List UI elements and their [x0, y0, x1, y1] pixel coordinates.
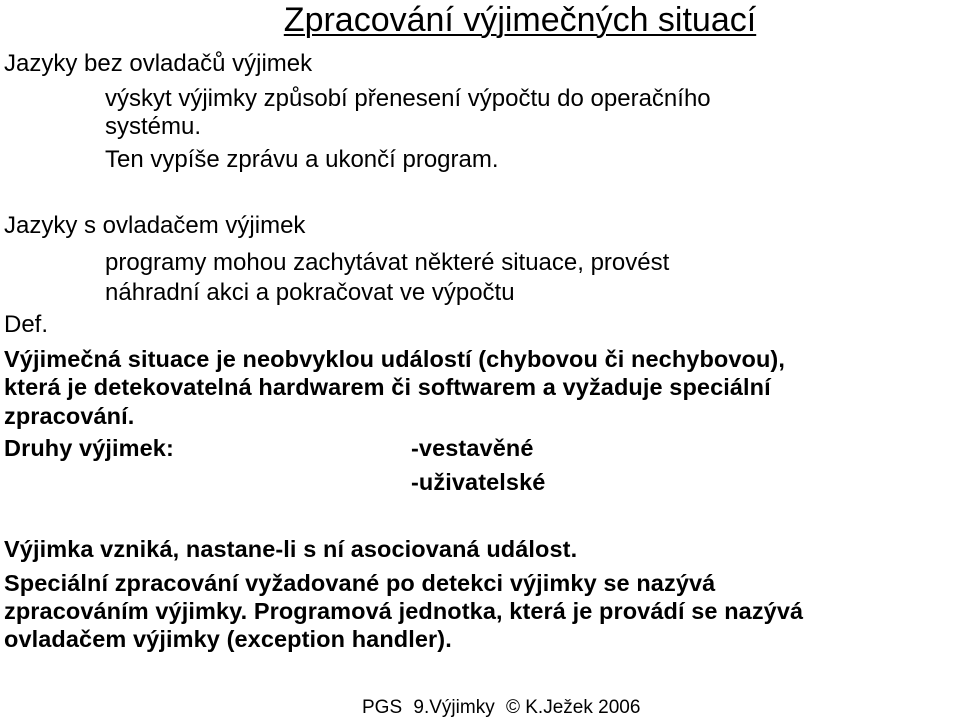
definition-line: která je detekovatelná hardwarem či softwarem a vyžaduje speciální [4, 374, 771, 400]
slide-title: Zpracování výjimečných situací [283, 1, 757, 39]
paragraph-line: ovladačem výjimky (exception handler). [4, 626, 452, 652]
footer-copyright: © K.Ježek 2006 [505, 697, 641, 718]
definition-line: Výjimečná situace je neobvyklou událostí (chybovou či nechybovou), [4, 346, 785, 372]
exception-type-item: -vestavěné [411, 435, 534, 461]
paragraph-line: zpracováním výjimky. Programová jednotka, která je provádí se nazývá [4, 598, 804, 624]
section-line: systému. [105, 113, 202, 140]
paragraph-line: Výjimka vzniká, nastane-li s ní asociovaná událost. [4, 536, 578, 562]
exception-type-item: -uživatelské [411, 469, 546, 495]
definition-line: zpracování. [4, 403, 135, 429]
footer-course: PGS [362, 697, 403, 718]
section-line: programy mohou zachytávat některé situace, provést [105, 249, 670, 276]
section-line: výskyt výjimky způsobí přenesení výpočtu do operačního [105, 85, 711, 112]
slide-footer [362, 697, 646, 719]
definition-label: Def. [4, 311, 49, 338]
footer-chapter: 9.Výjimky [413, 697, 495, 718]
section-heading-with-handlers: Jazyky s ovladačem výjimek [4, 212, 306, 239]
exception-types-label: Druhy výjimek: [4, 435, 174, 461]
section-line: náhradní akci a pokračovat ve výpočtu [105, 279, 515, 306]
section-line: Ten vypíše zprávu a ukončí program. [105, 146, 499, 173]
section-heading-no-handlers: Jazyky bez ovladačů výjimek [4, 50, 313, 77]
paragraph-line: Speciální zpracování vyžadované po detekci výjimky se nazývá [4, 570, 716, 596]
